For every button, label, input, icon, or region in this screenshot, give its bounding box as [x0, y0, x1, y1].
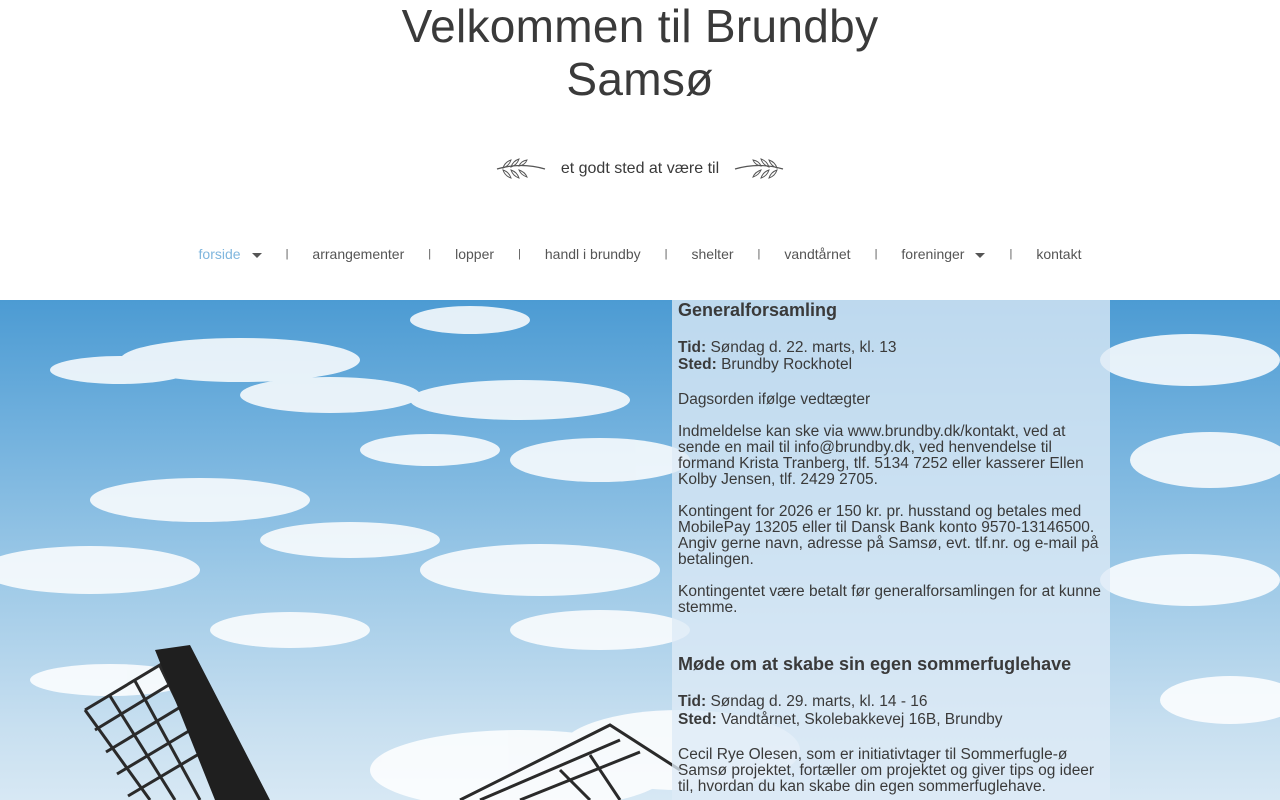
- event-paragraph: Indmeldelse kan ske via www.brundby.dk/kontakt, ved at sende en mail til info@brundby.dk, ved henvendelse til formand Krista Tranberg, tlf. 5134 7252 eller kasserer Ellen Kolby Jensen, tlf. 2429 2705.: [678, 423, 1084, 488]
- nav-item-label: foreninger: [901, 246, 965, 262]
- nav-item-vandtaarnet[interactable]: [784, 246, 850, 262]
- place-label: Sted:: [678, 356, 717, 373]
- nav-item-label: vandtårnet: [784, 246, 851, 262]
- nav-item-lopper[interactable]: [455, 246, 494, 262]
- nav-separator: |: [428, 248, 432, 260]
- event-paragraph: Kontingent for 2026 er 150 kr. pr. husstand og betales med MobilePay 13205 eller til Dansk Bank konto 9570-13146500. Angiv gerne navn, adresse på Samsø, evt. tlf.nr. og e-mail på betalingen.: [678, 503, 1099, 568]
- nav-item-label: shelter: [691, 246, 734, 262]
- main-nav: [0, 240, 1280, 268]
- nav-separator: |: [1009, 248, 1013, 260]
- caret-down-icon[interactable]: [252, 253, 262, 258]
- tagline-row: [0, 154, 1280, 184]
- caret-down-icon[interactable]: [975, 253, 985, 258]
- nav-separator: |: [285, 248, 289, 260]
- nav-item-label: kontakt: [1036, 246, 1082, 262]
- nav-item-kontakt[interactable]: [1036, 246, 1081, 262]
- tagline: et godt sted at være til: [560, 160, 720, 177]
- event-place: [678, 712, 1104, 728]
- site-title-line-2: Samsø: [566, 53, 714, 105]
- event-paragraph: Kontingentet være betalt før generalforsamlingen for at kunne stemme.: [678, 583, 1102, 616]
- time-label: Tid:: [678, 693, 707, 710]
- place-value: Vandtårnet, Skolebakkevej 16B, Brundby: [721, 711, 1003, 728]
- site-title-line-1: Velkommen til Brundby: [401, 0, 879, 52]
- nav-item-shelter[interactable]: [692, 246, 734, 262]
- hero-section: [0, 300, 1280, 800]
- event-paragraph: Dagsorden ifølge vedtægter: [678, 391, 871, 408]
- event-title: Generalforsamling: [678, 300, 838, 320]
- event-time: [678, 340, 1104, 356]
- nav-item-label: forside: [198, 246, 241, 262]
- nav-item-handl-i-brundby[interactable]: [545, 246, 641, 262]
- time-value: Søndag d. 22. marts, kl. 13: [710, 339, 897, 356]
- event-time: [678, 694, 1104, 710]
- laurel-branch-left-icon: [495, 158, 547, 180]
- event-place: [678, 357, 1104, 373]
- nav-separator: |: [874, 248, 878, 260]
- nav-separator: |: [518, 248, 521, 260]
- nav-item-label: arrangementer: [312, 246, 405, 262]
- site-title: [0, 0, 1280, 106]
- nav-item-label: handl i brundby: [544, 246, 641, 262]
- nav-item-foreninger[interactable]: [901, 246, 985, 262]
- event-title: Møde om at skabe sin egen sommerfuglehave: [678, 654, 1072, 674]
- time-label: Tid:: [678, 339, 707, 356]
- nav-item-label: lopper: [455, 246, 495, 262]
- laurel-branch-right-icon: [733, 158, 785, 180]
- time-value: Søndag d. 29. marts, kl. 14 - 16: [710, 693, 928, 710]
- news-panel: [672, 300, 1110, 800]
- event-paragraph: Cecil Rye Olesen, som er initiativtager til Sommerfugle-ø Samsø projektet, fortæller om projektet og giver tips og ideer til, hvordan du kan skabe din egen sommerfuglehave.: [678, 746, 1095, 795]
- place-label: Sted:: [678, 711, 717, 728]
- nav-item-forside[interactable]: [199, 246, 262, 262]
- nav-separator: |: [757, 248, 761, 260]
- place-value: Brundby Rockhotel: [721, 356, 853, 373]
- nav-item-arrangementer[interactable]: [312, 246, 404, 262]
- nav-separator: |: [664, 248, 668, 260]
